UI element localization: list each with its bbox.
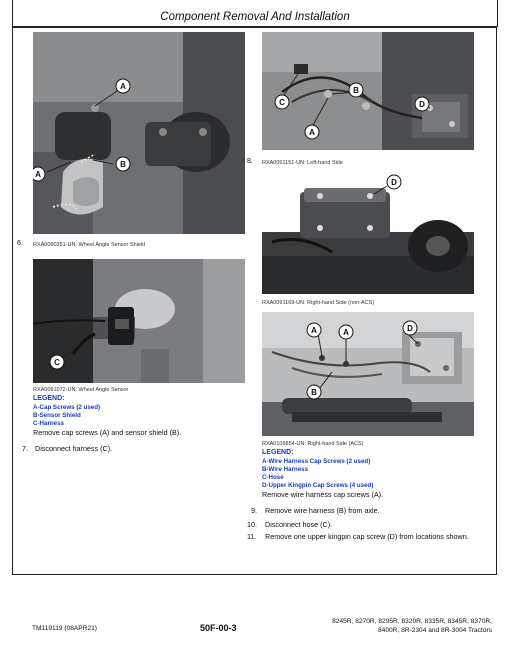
page-header (12, 0, 498, 28)
photo-wheel-angle-sensor-shield (33, 32, 245, 234)
caption-fig-left-1: RXA0090351-UN: Wheel Angle Sensor Shield (33, 242, 146, 248)
step-10-text: Disconnect hose (C). (265, 520, 333, 529)
legend-item-A-right: A-Wire Harness Cap Screws (2 used) (262, 458, 371, 465)
footer-models-line1: 8245R, 8270R, 8295R, 8320R, 8335R, 8345R, 8370R, (332, 618, 492, 625)
step-7-number: 7. (22, 444, 28, 453)
legend-item-A: A-Cap Screws (2 used) (33, 404, 101, 411)
step-9-text: Remove wire harness (B) from axle. (265, 506, 380, 515)
step-6-number: 6. (17, 240, 23, 247)
callout-A-acs-2: A (343, 328, 349, 337)
photo-right-hand-side-non-acs (262, 172, 474, 294)
instruction-left: Remove cap screws (A) and sensor shield (B). (33, 428, 182, 437)
step-7-text: Disconnect harness (C). (35, 444, 113, 453)
caption-fig-right-2: RXA0091169-UN: Right-hand Side (non-ACS) (262, 300, 375, 306)
callout-D-acs: D (407, 324, 413, 333)
step-11-number: 11. (247, 532, 257, 541)
caption-fig-right-1: RXA0091151-UN: Left-hand Side (262, 160, 343, 166)
legend-title-right: LEGEND: (262, 449, 294, 456)
step-11-text: Remove one upper kingpin cap screw (D) from locations shown. (265, 532, 469, 541)
callout-A-rh: A (309, 128, 315, 137)
callout-A-acs-1: A (311, 326, 317, 335)
callout-D-non-acs: D (391, 178, 397, 187)
page-title: Component Removal And Installation (160, 11, 350, 23)
photo-left-hand-side (262, 32, 474, 150)
legend-item-B-right: B-Wire Harness (262, 466, 309, 473)
legend-item-C-right: C-Hose (262, 474, 284, 481)
caption-fig-left-2: RXA0091072-UN: Wheel Angle Sensor (33, 387, 129, 393)
step-10-number: 10. (247, 520, 257, 529)
legend-item-D-right: D-Upper Kingpin Cap Screws (4 used) (262, 482, 374, 489)
step-9-number: 9. (251, 506, 257, 515)
callout-B: B (120, 160, 126, 169)
instruction-right: Remove wire harness cap screws (A). (262, 490, 384, 499)
footer-models-line2: 8400R, 8R-2304 and 8R-3004 Tractors (378, 627, 492, 634)
callout-A: A (120, 82, 126, 91)
photo-wheel-angle-sensor (33, 259, 245, 383)
callout-B-rh: B (353, 86, 359, 95)
photo-right-hand-side-acs (262, 312, 474, 436)
callout-C-rh: C (279, 98, 285, 107)
callout-A-lower: A (35, 170, 41, 179)
callout-B-acs: B (311, 388, 317, 397)
caption-fig-right-3: RXA0106854-UN: Right-hand Side (ACS) (262, 441, 364, 447)
footer-page-number: 50F-00-3 (200, 623, 237, 633)
legend-item-C: C-Harness (33, 420, 64, 427)
step-8-number: 8. (247, 158, 253, 165)
legend-title-left: LEGEND: (33, 395, 65, 402)
callout-D-rh: D (419, 100, 425, 109)
legend-item-B: B-Sensor Shield (33, 412, 81, 419)
footer-doc-id: TM119119 (08APR21) (32, 625, 97, 632)
callout-C: C (54, 358, 60, 367)
